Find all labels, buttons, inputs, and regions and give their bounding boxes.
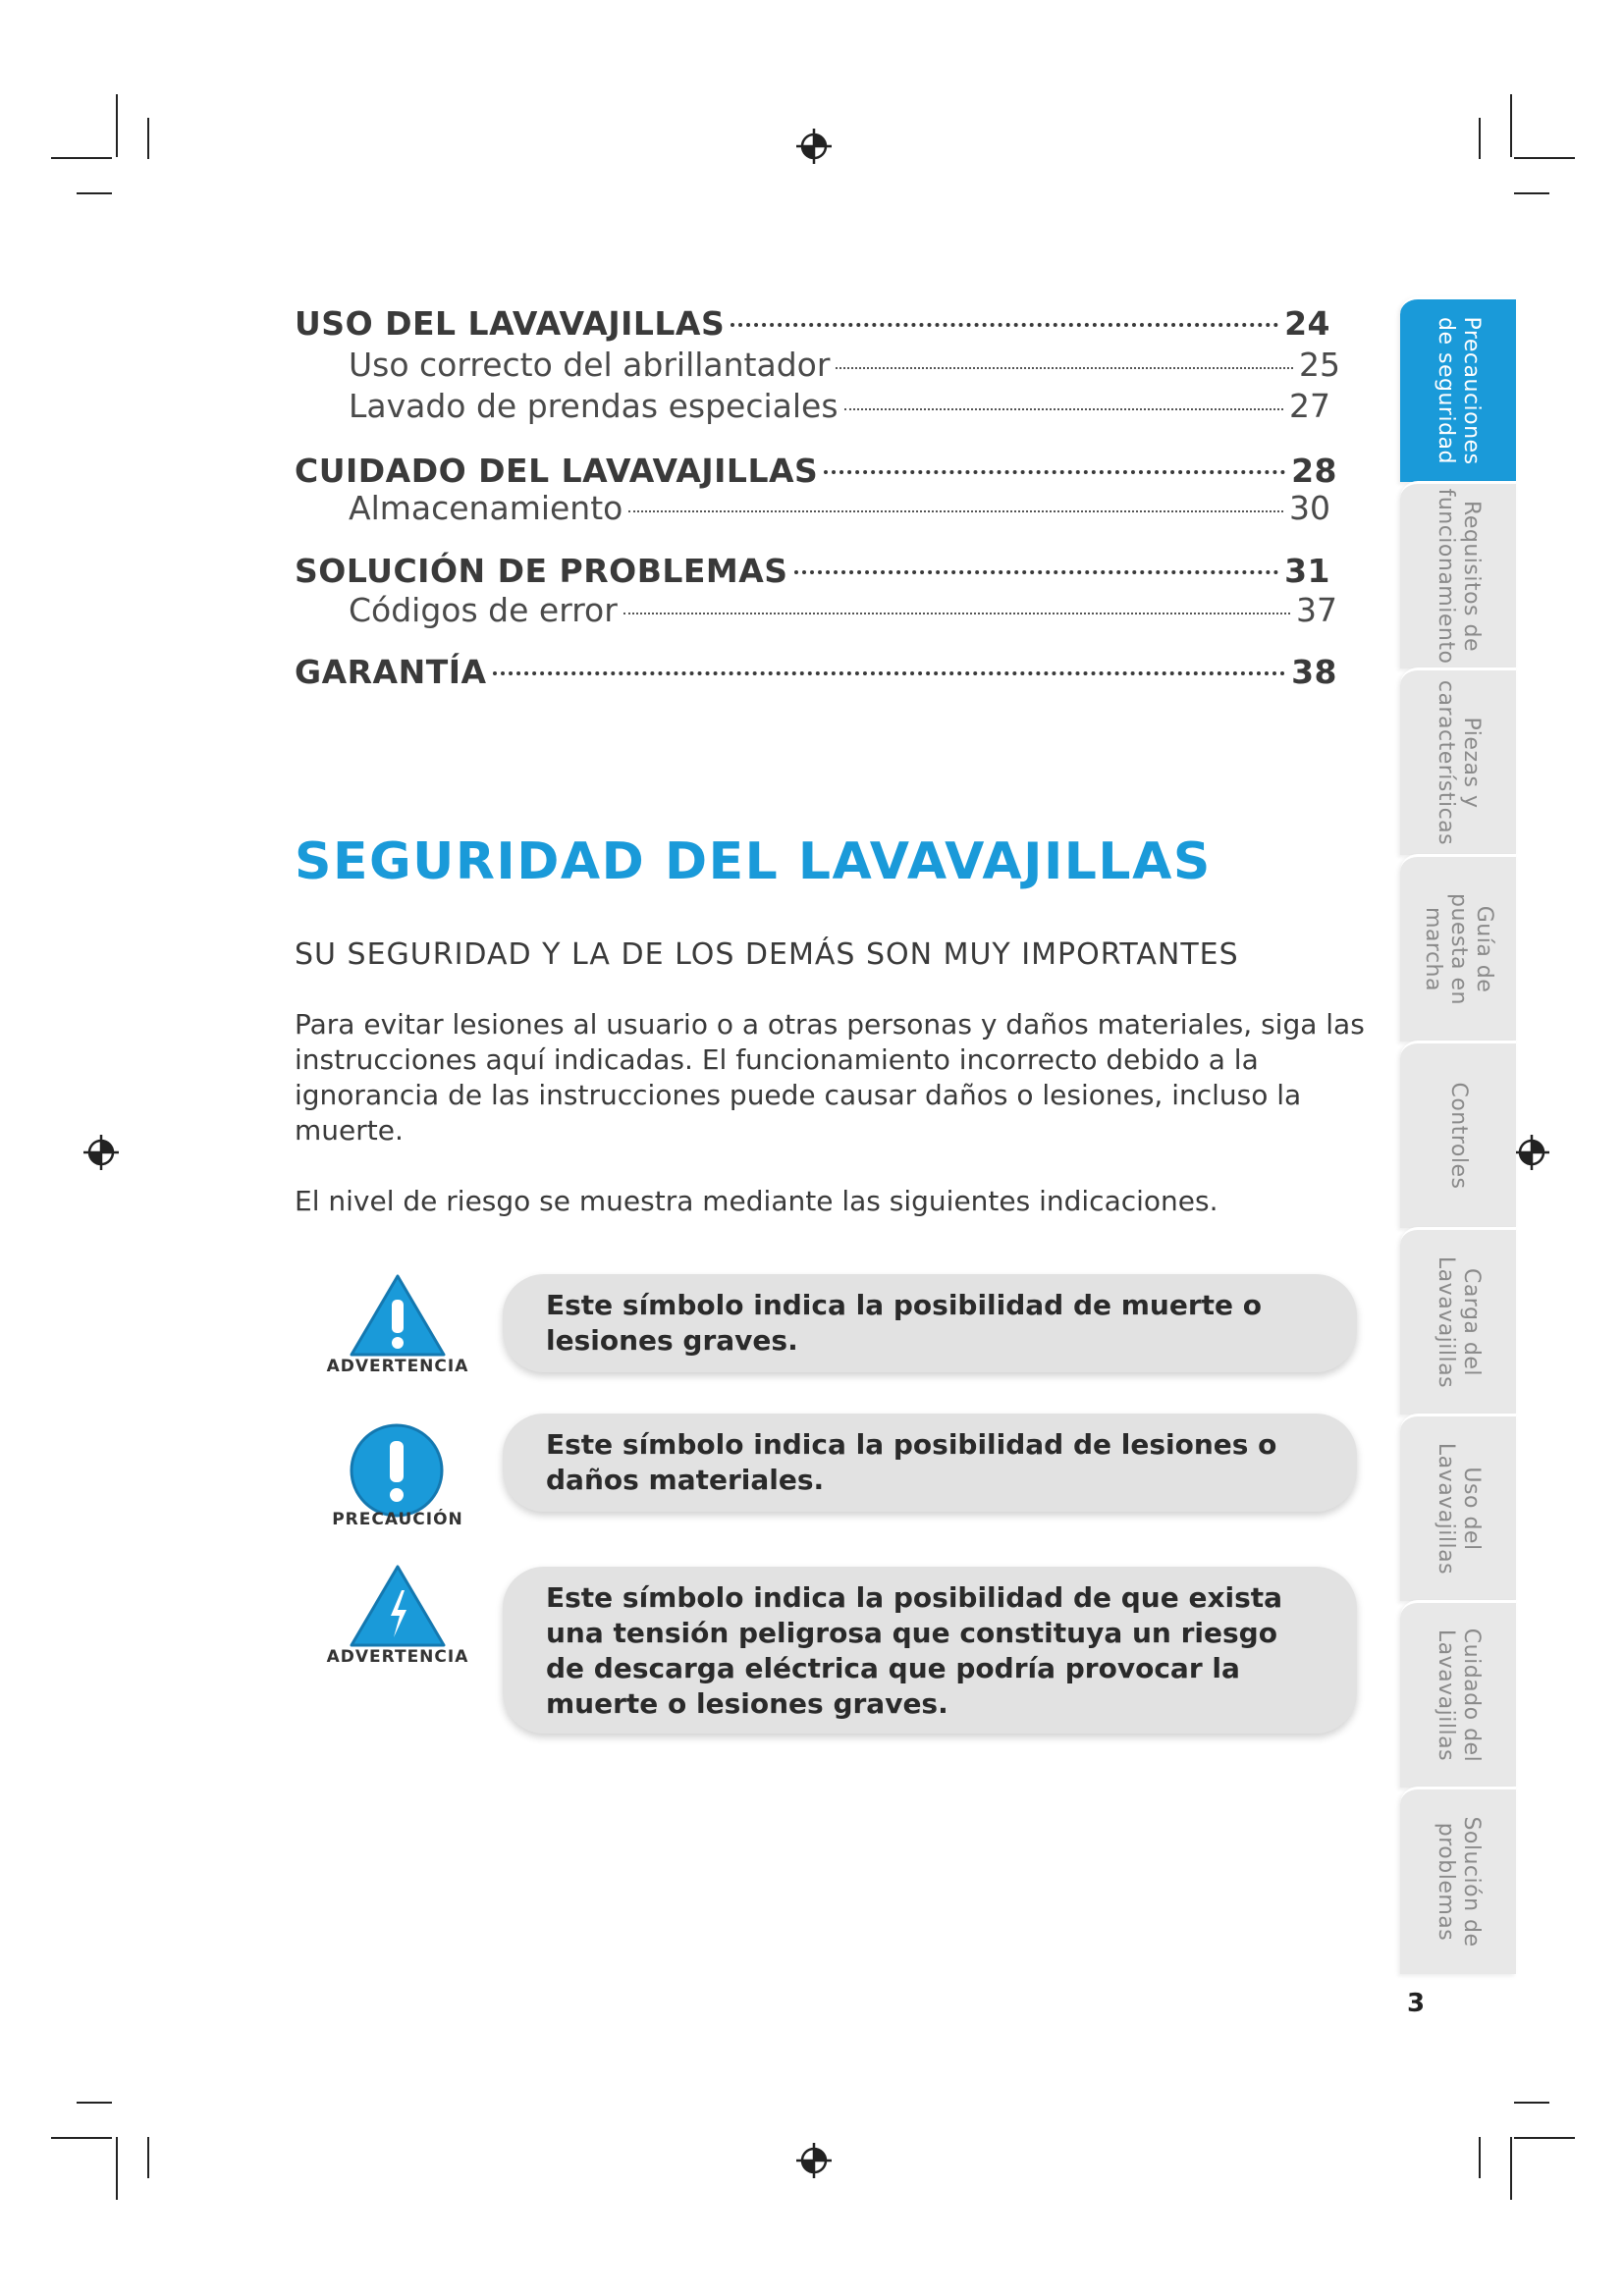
electric-warning-message-box [503, 1567, 1357, 1734]
warning-triangle-icon [348, 1272, 448, 1359]
toc-entry[interactable]: Uso correcto del abrillantador 25 [349, 346, 1340, 384]
tab-label: Uso del Lavavajillas [1434, 1442, 1484, 1575]
toc-entry[interactable]: USO DEL LAVAVAJILLAS 24 [295, 304, 1330, 343]
caution-message-text: Este símbolo indica la posibilidad de lesiones o daños materiales. [546, 1428, 1277, 1496]
electric-hazard-icon [348, 1563, 448, 1649]
toc-entry[interactable]: Lavado de prendas especiales 27 [349, 387, 1330, 425]
tab-label: Piezas y características [1434, 679, 1484, 846]
tab-label: Solución de problemas [1434, 1816, 1484, 1948]
tab-parts-features[interactable] [1400, 667, 1516, 855]
registration-mark-icon [1512, 1133, 1551, 1172]
warning-label: ADVERTENCIA [326, 1357, 469, 1376]
tab-label: Guía de puesta en marcha [1421, 893, 1496, 1005]
tab-loading-dishwasher[interactable] [1400, 1227, 1516, 1415]
page-number: 3 [1407, 1989, 1426, 2018]
tab-dishwasher-care[interactable] [1400, 1600, 1516, 1788]
tab-controls[interactable] [1400, 1041, 1516, 1228]
electric-warning-message-text: Este símbolo indica la posibilidad de que exista una tensión peligrosa que constituya un riesgo de descarga eléctrica que podría provocar la muerte o lesiones graves. [546, 1581, 1283, 1720]
toc-entry[interactable]: CUIDADO DEL LAVAVAJILLAS 28 [295, 452, 1337, 490]
section-title: SEGURIDAD DEL LAVAVAJILLAS [295, 832, 1212, 891]
toc-entry[interactable]: GARANTÍA 38 [295, 653, 1337, 691]
section-subtitle: SU SEGURIDAD Y LA DE LOS DEMÁS SON MUY IMPORTANTES [295, 937, 1239, 972]
tab-label: Requisitos de funcionamiento [1434, 488, 1484, 665]
intro-paragraph: Para evitar lesiones al usuario o a otras personas y daños materiales, siga las instrucciones aquí indicadas. El funcionamiento incorrecto debido a la ignorancia de las instrucciones puede causar daños o lesiones, incluso la muerte. [295, 1008, 1365, 1147]
toc-entry[interactable]: SOLUCIÓN DE PROBLEMAS 31 [295, 552, 1330, 590]
tab-label: Carga del Lavavajillas [1434, 1255, 1484, 1389]
tab-label: Precauciones de seguridad [1434, 316, 1484, 465]
warning-message-text: Este símbolo indica la posibilidad de muerte o lesiones graves. [546, 1289, 1263, 1357]
tab-startup-guide[interactable] [1400, 854, 1516, 1041]
registration-mark-icon [794, 127, 834, 166]
tab-operating-requirements[interactable] [1400, 481, 1516, 668]
registration-mark-icon [81, 1133, 121, 1172]
caution-circle-icon [348, 1421, 446, 1520]
toc-entry[interactable]: Almacenamiento 30 [349, 489, 1330, 527]
caution-message-box [503, 1414, 1357, 1512]
warning-message-box [503, 1274, 1357, 1372]
tab-troubleshooting[interactable] [1400, 1787, 1516, 1974]
tab-using-dishwasher[interactable] [1400, 1414, 1516, 1601]
tab-label: Controles [1446, 1082, 1471, 1190]
tab-label: Cuidado del Lavavajillas [1434, 1628, 1484, 1763]
tab-safety-precautions[interactable] [1400, 296, 1516, 482]
toc-entry[interactable]: Códigos de error 37 [349, 591, 1337, 629]
risk-level-text: El nivel de riesgo se muestra mediante las siguientes indicaciones. [295, 1185, 1218, 1217]
registration-mark-icon [794, 2141, 834, 2180]
warning-label: ADVERTENCIA [326, 1647, 469, 1667]
caution-label: PRECAUCIÓN [332, 1510, 463, 1529]
